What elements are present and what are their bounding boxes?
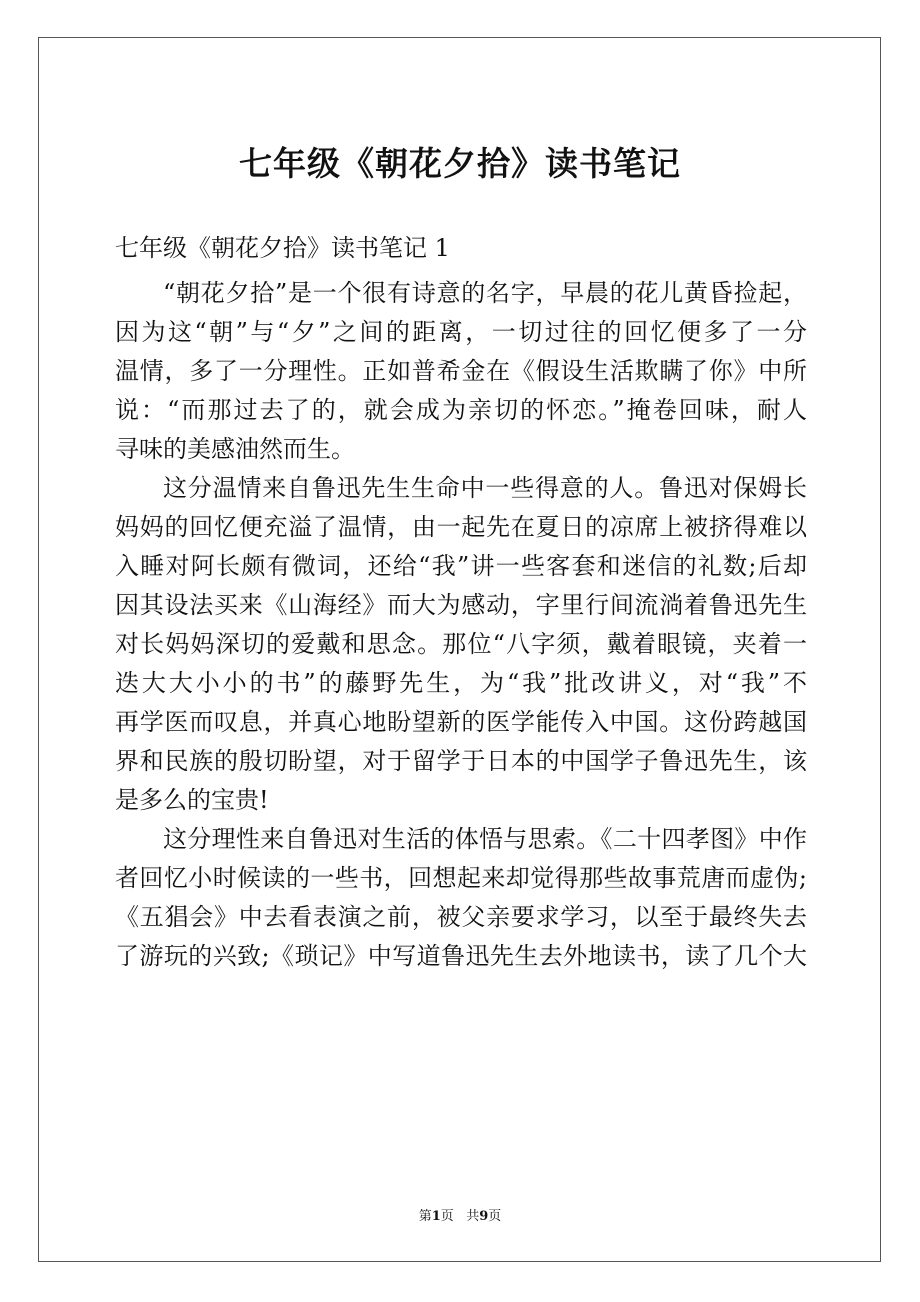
text-line: 入睡对阿长颇有微词，还给“我”讲一些客套和迷信的礼数;后却 [115, 552, 807, 580]
text-line: 寻味的美感油然而生。 [115, 435, 355, 463]
body-text [115, 274, 807, 976]
section-heading: 七年级《朝花夕拾》读书笔记 1 [115, 234, 450, 262]
text-line: 因其设法买来《山海经》而大为感动，字里行间流淌着鲁迅先生 [115, 591, 807, 619]
footer-total-suffix: 页 [488, 1209, 502, 1224]
paragraph-1 [115, 274, 807, 469]
text-line: 温情，多了一分理性。正如普希金在《假设生活欺瞒了你》中所 [115, 357, 807, 385]
text-line: 是多么的宝贵! [115, 786, 269, 814]
document-title: 七年级《朝花夕拾》读书笔记 [239, 144, 681, 183]
footer-page-suffix: 页 [440, 1209, 454, 1224]
paragraph-2 [115, 469, 807, 820]
page-footer [0, 1208, 920, 1226]
text-line: 对长妈妈深切的爱戴和思念。那位“八字须，戴着眼镜，夹着一 [115, 630, 807, 658]
total-page-count: 9 [479, 1209, 489, 1224]
text-line: “朝花夕拾”是一个很有诗意的名字，早晨的花儿黄昏捡起， [163, 279, 807, 307]
footer-total-prefix: 共 [466, 1209, 480, 1224]
paragraph-3 [115, 820, 807, 976]
text-line: 了游玩的兴致;《琐记》中写道鲁迅先生去外地读书，读了几个大 [115, 942, 807, 970]
text-line: 《五猖会》中去看表演之前，被父亲要求学习，以至于最终失去 [115, 903, 807, 931]
text-line: 者回忆小时候读的一些书，回想起来却觉得那些故事荒唐而虚伪; [115, 864, 807, 892]
text-line: 界和民族的殷切盼望，对于留学于日本的中国学子鲁迅先生，该 [115, 747, 807, 775]
text-line: 因为这“朝”与“夕”之间的距离，一切过往的回忆便多了一分 [115, 318, 807, 346]
text-line: 再学医而叹息，并真心地盼望新的医学能传入中国。这份跨越国 [115, 708, 807, 736]
text-line: 说：“而那过去了的，就会成为亲切的怀恋。”掩卷回味，耐人 [115, 396, 807, 424]
footer-prefix: 第 [418, 1209, 432, 1224]
text-line: 妈妈的回忆便充溢了温情，由一起先在夏日的凉席上被挤得难以 [115, 513, 807, 541]
current-page-number: 1 [431, 1209, 441, 1224]
text-line: 迭大大小小的书”的藤野先生，为“我”批改讲义，对“我”不 [115, 669, 807, 697]
text-line: 这分理性来自鲁迅对生活的体悟与思索。《二十四孝图》中作 [163, 825, 807, 853]
text-line: 这分温情来自鲁迅先生生命中一些得意的人。鲁迅对保姆长 [163, 474, 807, 502]
